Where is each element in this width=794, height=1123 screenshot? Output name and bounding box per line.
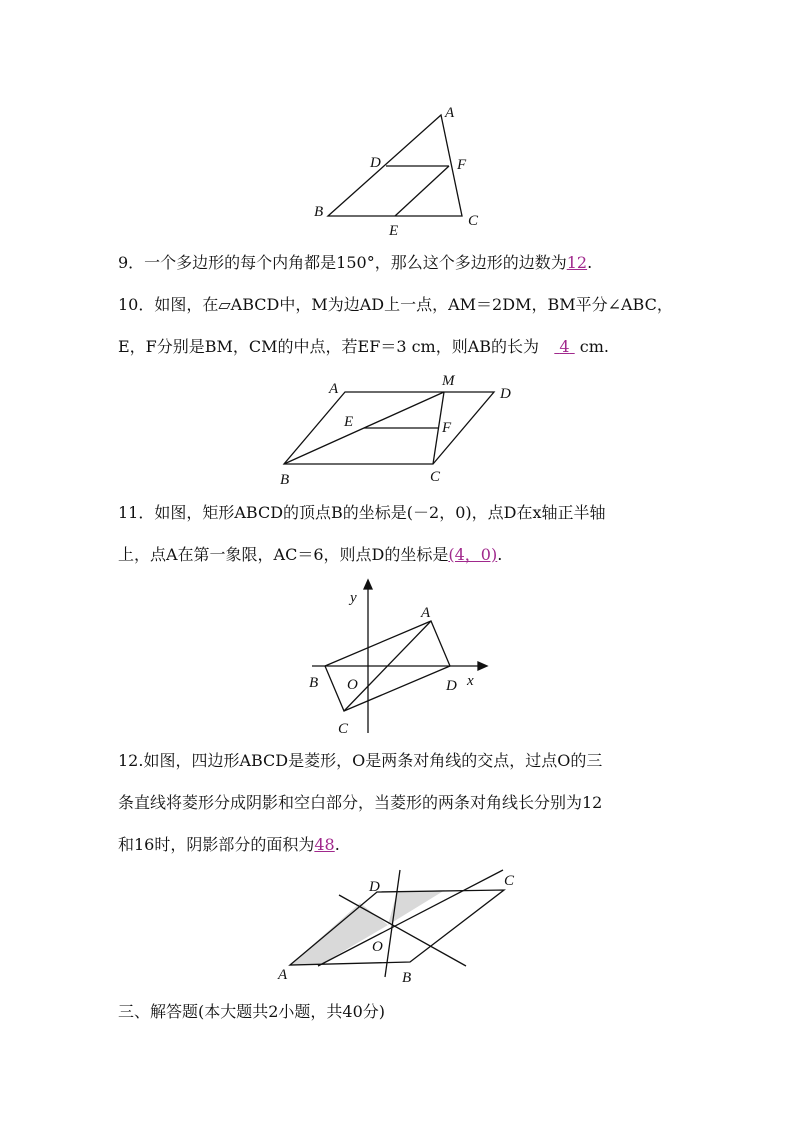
question-9 bbox=[118, 242, 678, 284]
label-c: C bbox=[468, 213, 479, 229]
rhombus-figure bbox=[270, 865, 530, 990]
question-9-answer: 12 bbox=[566, 253, 588, 272]
label-m: M bbox=[442, 373, 455, 389]
label-b: B bbox=[309, 675, 319, 691]
label-a: A bbox=[278, 967, 288, 983]
label-b: B bbox=[402, 970, 412, 986]
label-c: C bbox=[338, 721, 349, 737]
label-d: D bbox=[500, 386, 511, 402]
y-axis-arrow bbox=[364, 580, 372, 589]
question-10-line-2: E，F分别是BM，CM的中点，若EF＝3 cm，则AB的长为 4 cm. bbox=[118, 337, 609, 356]
label-f: F bbox=[457, 157, 467, 173]
question-12-end: . bbox=[334, 835, 340, 854]
label-e: E bbox=[344, 414, 354, 430]
segment-ef bbox=[395, 166, 449, 216]
question-12-line-2: 条直线将菱形分成阴影和空白部分，当菱形的两条对角线长分别为12 bbox=[118, 793, 603, 812]
parallelogram-figure bbox=[270, 365, 530, 490]
label-d: D bbox=[370, 155, 381, 171]
question-11-answer: (4，0) bbox=[448, 545, 498, 564]
x-axis-arrow bbox=[478, 662, 487, 670]
label-d: D bbox=[446, 678, 457, 694]
question-12-line-3: 和16时，阴影部分的面积为48. bbox=[118, 835, 340, 854]
label-c: C bbox=[504, 873, 515, 889]
question-9-end: . bbox=[587, 253, 593, 272]
label-b: B bbox=[280, 472, 290, 488]
label-f: F bbox=[442, 420, 452, 436]
question-12-line-1: 12.如图，四边形ABCD是菱形，O是两条对角线的交点，过点O的三 bbox=[118, 751, 603, 770]
label-a: A bbox=[329, 381, 339, 397]
question-11 bbox=[118, 492, 678, 576]
question-11-line-2: 上，点A在第一象限，AC＝6，则点D的坐标是(4，0). bbox=[118, 545, 503, 564]
section-3-title: 三、解答题(本大题共2小题，共40分) bbox=[118, 1002, 386, 1021]
question-11-line-1: 11．如图，矩形ABCD的顶点B的坐标是(－2，0)，点D在x轴正半轴 bbox=[118, 503, 606, 522]
label-x: x bbox=[467, 673, 474, 689]
label-a: A bbox=[421, 605, 431, 621]
label-o: O bbox=[372, 939, 383, 955]
question-12-answer: 48 bbox=[314, 835, 335, 854]
label-y: y bbox=[350, 590, 357, 606]
label-e: E bbox=[389, 223, 399, 239]
question-10-answer: 4 bbox=[559, 337, 570, 356]
line-through-o-3 bbox=[385, 870, 400, 977]
question-10 bbox=[118, 284, 678, 368]
question-12 bbox=[118, 740, 678, 866]
label-a: A bbox=[445, 105, 455, 121]
question-11-end: . bbox=[497, 545, 503, 564]
question-9-text: 9．一个多边形的每个内角都是150°，那么这个多边形的边数为 bbox=[118, 253, 567, 272]
label-d: D bbox=[369, 879, 380, 895]
question-10-unit: cm. bbox=[579, 337, 609, 356]
label-o: O bbox=[347, 677, 358, 693]
triangle-figure bbox=[300, 95, 500, 245]
label-c: C bbox=[430, 469, 441, 485]
coordinate-figure bbox=[300, 575, 500, 740]
question-10-line-1: 10．如图，在▱ABCD中，M为边AD上一点，AM＝2DM，BM平分∠ABC， bbox=[118, 295, 673, 314]
label-b: B bbox=[314, 204, 324, 220]
